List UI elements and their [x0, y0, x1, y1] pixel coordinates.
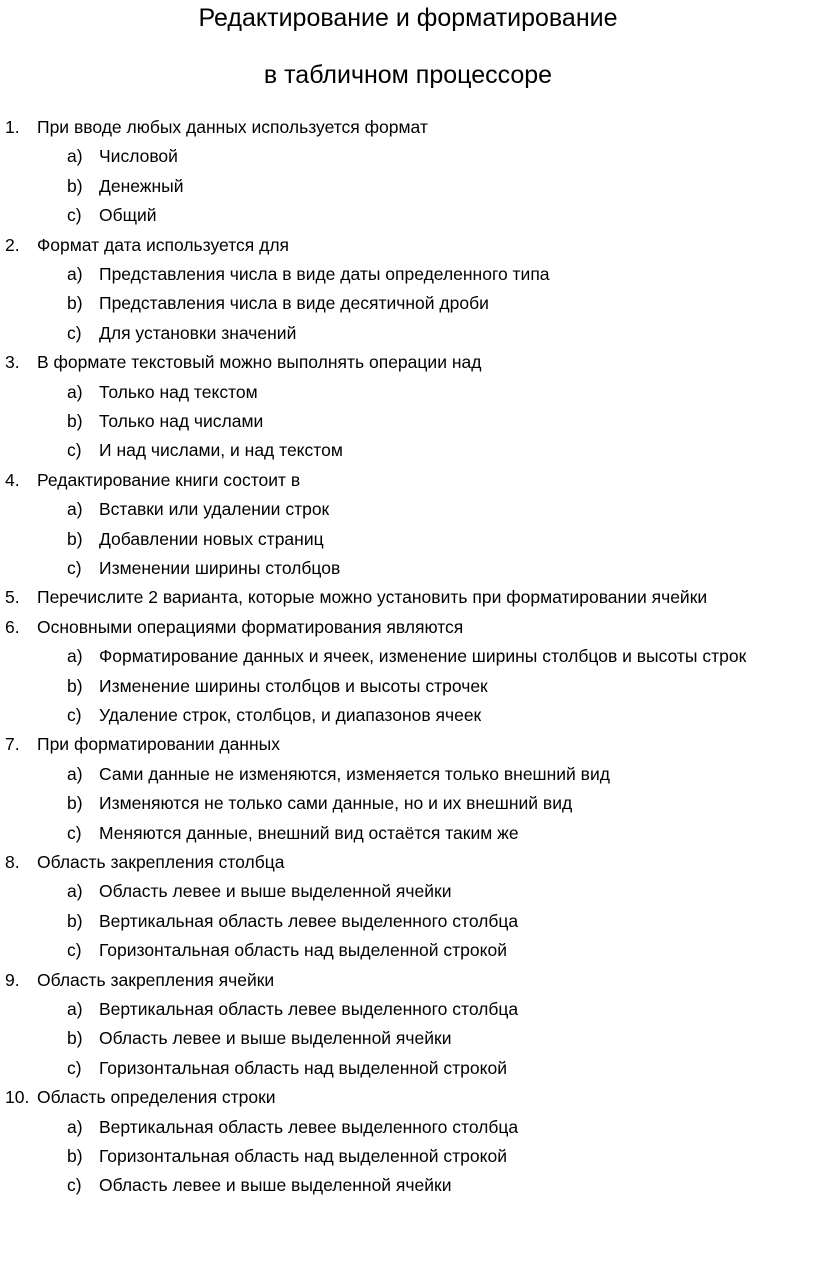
answer-letter: a) [67, 146, 83, 167]
answer-letter: a) [67, 264, 83, 284]
answer-text: Область левее и выше выделенной ячейки [99, 881, 452, 902]
answer-text: Меняются данные, внешний вид остаётся таким же [99, 822, 519, 843]
answer-letter: a) [67, 381, 83, 402]
answer-text: Область левее и выше выделенной ячейки [99, 1175, 452, 1196]
question-text: Перечислите 2 варианта, которые можно установить при форматировании ячейки [37, 587, 708, 608]
answer-text: Изменяются не только сами данные, но и их внешний вид [99, 793, 573, 814]
answer-text: Представления числа в виде десятичной дроби [99, 293, 489, 314]
answer-text: Горизонтальная область над выделенной строкой [99, 1146, 507, 1166]
answer-text: Добавлении новых страниц [99, 528, 324, 549]
question-text: Формат дата используется для [37, 234, 290, 255]
answer-letter: a) [67, 999, 83, 1019]
answer-text: Вертикальная область левее выделенного столбца [99, 910, 519, 931]
answer-letter: c) [67, 1175, 82, 1196]
answer-letter: a) [67, 1116, 83, 1137]
answer-text: Удаление строк, столбцов, и диапазонов ячеек [99, 705, 482, 725]
answer-letter: b) [67, 1028, 83, 1049]
answer-text: И над числами, и над текстом [99, 440, 343, 461]
answer-letter: b) [67, 910, 83, 931]
question-number: 9. [5, 969, 20, 990]
question-number: 6. [5, 616, 20, 637]
answer-text: Представления числа в виде даты определенного типа [99, 264, 550, 284]
document-title-line-2: в табличном процессоре [263, 61, 553, 89]
answer-text: Числовой [99, 146, 178, 167]
question-number: 3. [5, 352, 20, 373]
answer-text: Для установки значений [99, 322, 297, 343]
answer-letter: c) [67, 205, 82, 226]
document-title-line-1: Редактирование и форматирование [198, 4, 618, 32]
question-text: Область определения строки [37, 1087, 276, 1108]
question-number: 4. [5, 469, 20, 490]
answer-letter: a) [67, 499, 83, 520]
question-text: Область закрепления столбца [37, 852, 285, 872]
question-text: Область закрепления ячейки [37, 969, 275, 990]
answer-letter: b) [67, 411, 83, 431]
question-number: 10. [5, 1087, 30, 1108]
answer-letter: c) [67, 822, 82, 843]
answer-letter: c) [67, 705, 82, 725]
question-text: Редактирование книги состоит в [37, 469, 301, 490]
answer-letter: b) [67, 1146, 83, 1166]
answer-text: Область левее и выше выделенной ячейки [99, 1028, 452, 1049]
answer-letter: a) [67, 646, 83, 667]
question-number: 7. [5, 734, 20, 755]
answer-text: Сами данные не изменяются, изменяется только внешний вид [99, 763, 610, 784]
answer-letter: c) [67, 558, 82, 578]
answer-letter: b) [67, 293, 83, 314]
question-number: 5. [5, 587, 20, 608]
question-text: В формате текстовый можно выполнять операции над [37, 352, 482, 373]
question-text: Основными операциями форматирования являются [37, 616, 464, 637]
answer-letter: c) [67, 440, 82, 461]
answer-text: Изменение ширины столбцов и высоты строчек [99, 675, 488, 696]
answer-text: Только над числами [99, 411, 264, 431]
answer-letter: c) [67, 940, 82, 961]
answer-letter: b) [67, 528, 83, 549]
answer-text: Вертикальная область левее выделенного столбца [99, 1116, 519, 1137]
answer-text: Только над текстом [99, 381, 258, 402]
answer-letter: b) [67, 675, 83, 696]
answer-letter: b) [67, 175, 83, 196]
answer-letter: c) [67, 322, 82, 343]
answer-letter: b) [67, 793, 83, 814]
answer-text: Общий [99, 205, 157, 226]
answer-text: Горизонтальная область над выделенной строкой [99, 940, 507, 961]
answer-text: Вставки или удалении строк [99, 499, 330, 520]
question-text: При вводе любых данных используется формат [37, 117, 428, 137]
question-number: 1. [5, 117, 20, 137]
answer-text: Вертикальная область левее выделенного столбца [99, 999, 519, 1019]
question-number: 8. [5, 852, 20, 872]
question-text: При форматировании данных [37, 734, 280, 755]
answer-text: Форматирование данных и ячеек, изменение ширины столбцов и высоты строк [99, 646, 747, 667]
answer-letter: c) [67, 1057, 82, 1078]
answer-letter: a) [67, 881, 83, 902]
answer-text: Горизонтальная область над выделенной строкой [99, 1057, 507, 1078]
answer-text: Денежный [99, 175, 184, 196]
answer-text: Изменении ширины столбцов [99, 558, 341, 578]
question-number: 2. [5, 234, 20, 255]
answer-letter: a) [67, 763, 83, 784]
